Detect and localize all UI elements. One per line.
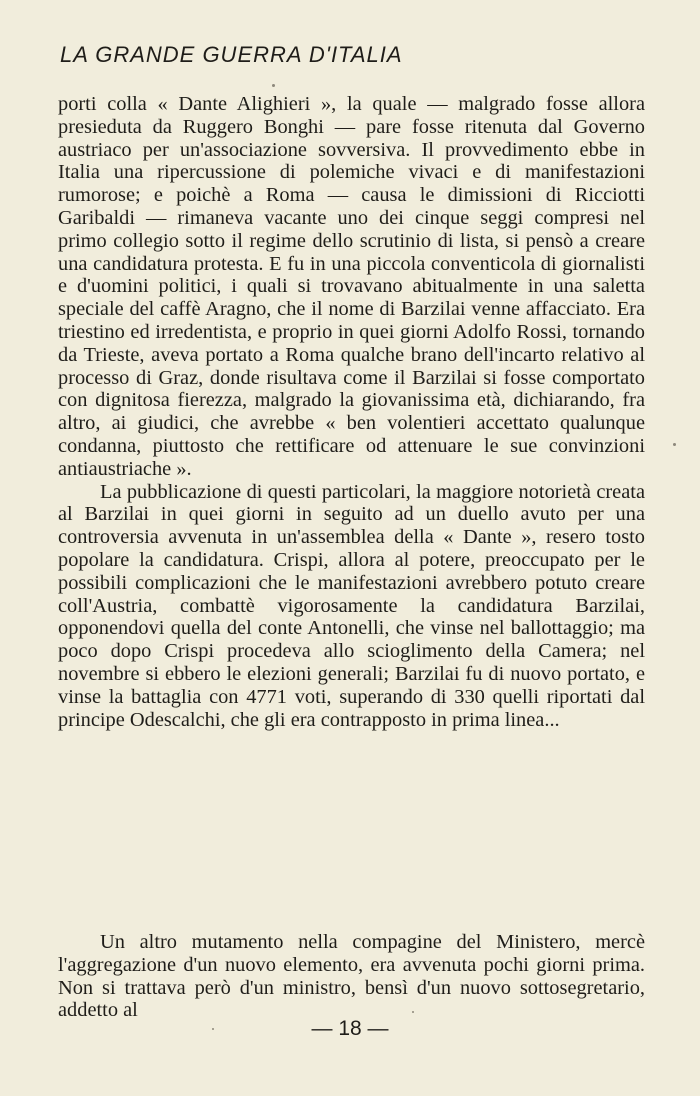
paragraph-pubblicazione: La pubblicazione di questi particolari, la maggiore notorietà creata al Barzilai in quei giorni in seguito ad un duello avuto per una controversia avvenuta in un'assemblea della « Dante », resero tosto popolare la candidatura. Crispi, allora al potere, preoccupato per le possibili complicazioni che le manifestazioni avrebbero potuto creare coll'Austria, combattè vigorosamente la candidatura Barzilai, opponendovi quella del conte Antonelli, che vinse nel ballottaggio; ma poco dopo Crispi procedeva allo scioglimento della Camera; nel novembre si ebbero le elezioni generali; Barzilai fu di nuovo portato, e vinse la battaglia con 4771 voti, superando di 330 quelli riportati dal principe Odescalchi, che gli era contrapposto in prima linea... <box>58 480 645 731</box>
running-title: LA GRANDE GUERRA D'ITALIA <box>60 42 403 67</box>
body-text-lower <box>58 931 645 1022</box>
paper-speck <box>412 1011 414 1013</box>
paper-speck <box>212 1028 214 1030</box>
paragraph-mutamento: Un altro mutamento nella compagine del Ministero, mercè l'aggregazione d'un nuovo elemento, era avvenuta pochi giorni prima. Non si trattava però d'un ministro, bensì d'un nuovo sottosegretario, addetto al <box>58 931 645 1022</box>
paragraph-continued: porti colla « Dante Alighieri », la quale — malgrado fosse allora presieduta da Ruggero Bonghi — pare fosse ritenuta dal Governo austriaco per un'associazione sovversiva. Il provvedimento ebbe in Italia una ripercussione di polemiche vivaci e di manifestazioni rumorose; e poichè a Roma — causa le dimissioni di Ricciotti Garibaldi — rimaneva vacante uno dei cinque seggi compresi nel primo collegio sotto il regime dello scrutinio di lista, si pensò a creare una candidatura protesta. E fu in una piccola conventicola di giornalisti e d'uomini politici, i quali si trovavano abitualmente in una saletta speciale del caffè Aragno, che il nome di Barzilai venne affacciato. Era triestino ed irredentista, e proprio in quei giorni Adolfo Rossi, tornando da Trieste, aveva portato a Roma qualche brano dell'incarto relativo al processo di Graz, donde risultava come il Barzilai si fosse comportato con dignitosa fierezza, malgrado la giovanissima età, dichiarando, fra altro, ai giudici, che avrebbe « ben volentieri accettato qualunque condanna, piuttosto che rettificare od attenuare le sue convinzioni antiaustriache ». <box>58 93 645 480</box>
paper-speck <box>673 443 676 446</box>
paper-speck <box>272 84 275 87</box>
page-number: — 18 — <box>311 1017 389 1040</box>
body-text-upper <box>58 93 645 731</box>
